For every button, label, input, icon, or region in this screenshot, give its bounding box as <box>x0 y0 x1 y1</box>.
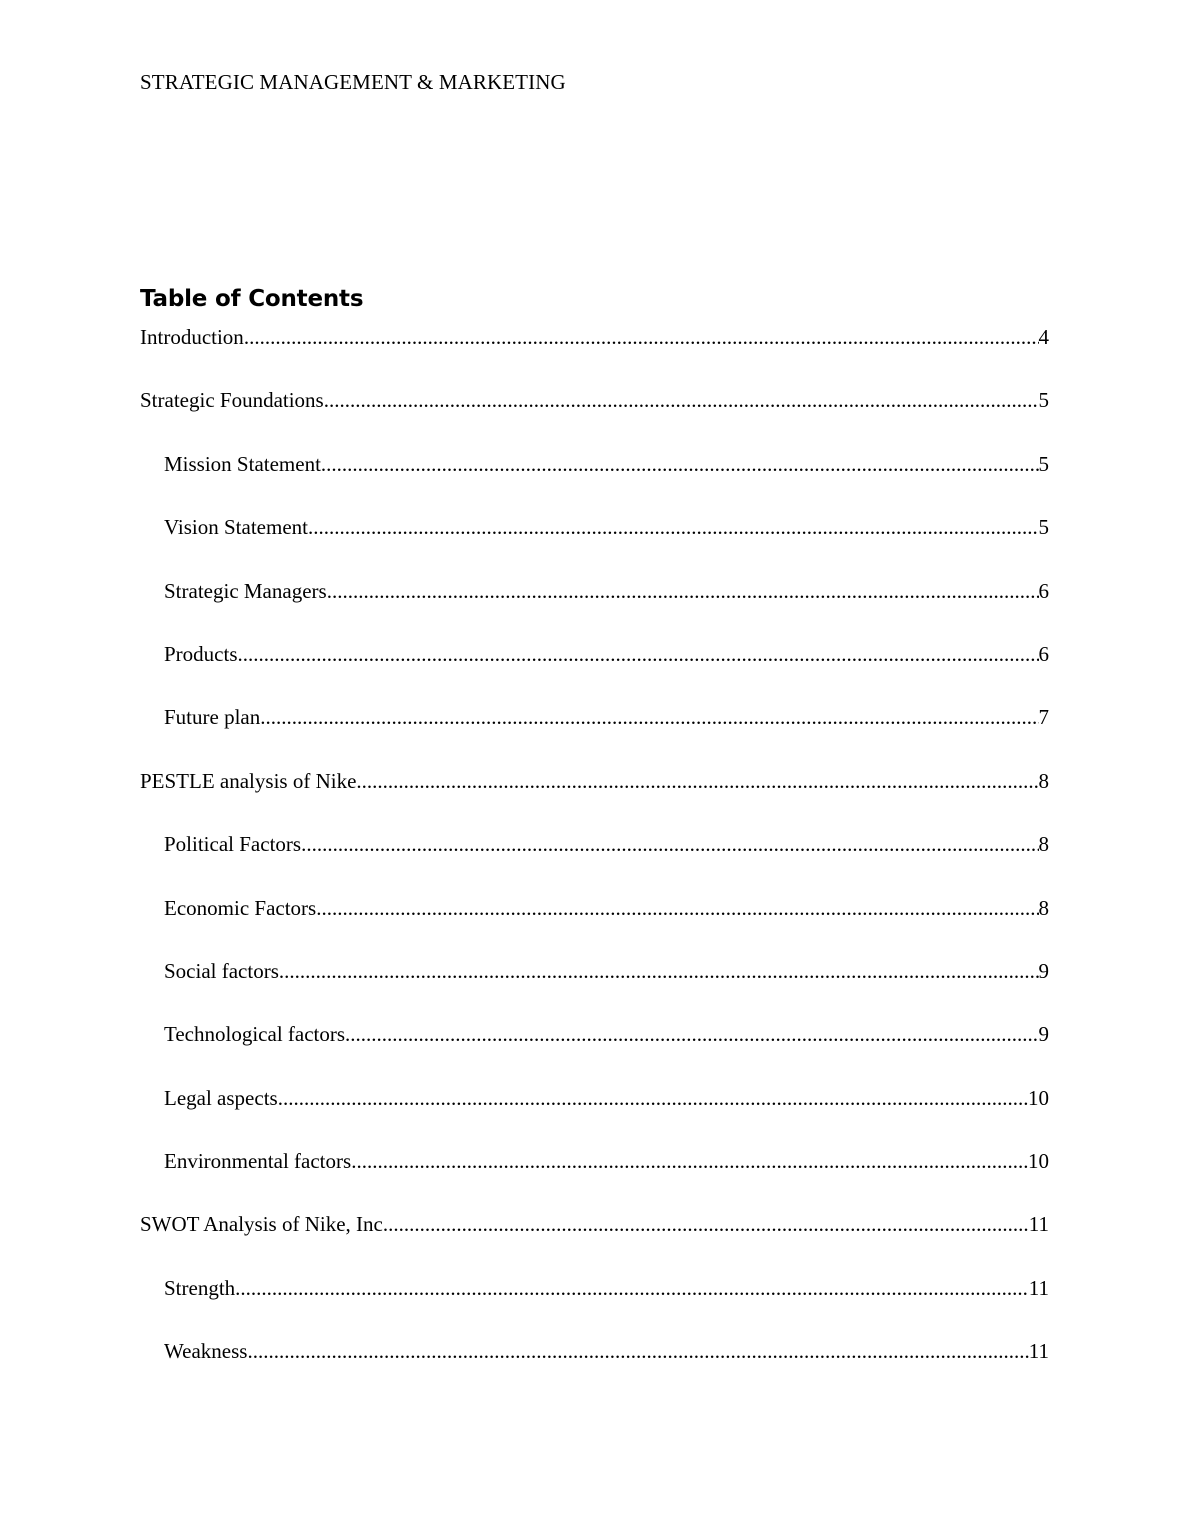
toc-dot-leader <box>383 1209 1029 1239</box>
toc-dot-leader <box>351 1146 1028 1176</box>
toc-entry-economic-factors[interactable] <box>140 893 1049 956</box>
toc-entry-products[interactable] <box>140 639 1049 702</box>
toc-page-number: 10 <box>1028 1085 1049 1110</box>
toc-page-number: 9 <box>1038 958 1049 983</box>
toc-dot-leader <box>324 385 1039 415</box>
toc-dot-leader <box>238 639 1039 669</box>
toc-entry-legal-aspects[interactable] <box>140 1083 1049 1146</box>
toc-dot-leader <box>327 576 1039 606</box>
toc-page-number: 8 <box>1038 832 1049 857</box>
toc-list <box>140 322 1049 1400</box>
toc-page-number: 5 <box>1038 515 1049 540</box>
toc-page-number: 11 <box>1028 1212 1049 1237</box>
toc-entry-pestle-analysis[interactable] <box>140 766 1049 829</box>
toc-page-number: 10 <box>1028 1149 1049 1174</box>
toc-page-number: 11 <box>1028 1275 1049 1300</box>
toc-entry-label: SWOT Analysis of Nike, Inc <box>140 1212 383 1237</box>
toc-entry-label: Introduction <box>140 325 244 349</box>
toc-dot-leader <box>345 1019 1038 1049</box>
toc-entry-label: Future plan <box>164 705 261 730</box>
toc-page-number: 5 <box>1038 451 1049 476</box>
toc-entry-weakness[interactable] <box>140 1336 1049 1399</box>
toc-page-number: 8 <box>1038 768 1049 793</box>
toc-entry-label: Strength <box>164 1275 236 1300</box>
toc-entry-label: Weakness <box>164 1339 248 1364</box>
running-head: STRATEGIC MANAGEMENT & MARKETING <box>140 70 566 94</box>
toc-entry-label: Legal aspects <box>164 1085 278 1110</box>
toc-dot-leader <box>301 829 1038 859</box>
toc-dot-leader <box>244 322 1039 352</box>
toc-page-number: 6 <box>1038 641 1049 666</box>
toc-page-number: 6 <box>1038 578 1049 603</box>
toc-entry-technological-factors[interactable] <box>140 1019 1049 1082</box>
toc-entry-label: Political Factors <box>164 832 302 857</box>
toc-entry-label: Social factors <box>164 958 279 983</box>
toc-dot-leader <box>247 1336 1028 1366</box>
toc-entry-label: Mission Statement <box>164 451 321 476</box>
toc-dot-leader <box>356 766 1038 796</box>
toc-entry-strength[interactable] <box>140 1273 1049 1336</box>
toc-dot-leader <box>279 956 1039 986</box>
toc-entry-strategic-foundations[interactable] <box>140 385 1049 448</box>
toc-page-number: 8 <box>1038 895 1049 920</box>
toc-entry-environmental-factors[interactable] <box>140 1146 1049 1209</box>
toc-dot-leader <box>316 893 1038 923</box>
toc-entry-label: PESTLE analysis of Nike <box>140 768 357 793</box>
toc-page-number: 7 <box>1038 705 1049 730</box>
toc-entry-label: Technological factors <box>164 1022 346 1047</box>
toc-dot-leader <box>321 449 1039 479</box>
toc-dot-leader <box>278 1083 1028 1113</box>
toc-entry-strategic-managers[interactable] <box>140 576 1049 639</box>
toc-page-number: 9 <box>1038 1022 1049 1047</box>
toc-entry-vision-statement[interactable] <box>140 512 1049 575</box>
toc-entry-political-factors[interactable] <box>140 829 1049 892</box>
toc-entry-introduction[interactable] <box>140 322 1049 385</box>
toc-page-number: 5 <box>1038 388 1049 413</box>
toc-entry-label: Economic Factors <box>164 895 317 920</box>
toc-entry-label: Vision Statement <box>164 515 308 540</box>
toc-page-number: 4 <box>1038 325 1049 349</box>
toc-title: Table of Contents <box>140 286 364 312</box>
toc-entry-label: Environmental factors <box>164 1149 352 1174</box>
toc-entry-label: Strategic Managers <box>164 578 327 603</box>
toc-entry-future-plan[interactable] <box>140 702 1049 765</box>
toc-entry-social-factors[interactable] <box>140 956 1049 1019</box>
toc-dot-leader <box>308 512 1039 542</box>
toc-entry-label: Products <box>164 641 238 666</box>
toc-dot-leader <box>260 702 1038 732</box>
toc-page-number: 11 <box>1028 1339 1049 1364</box>
toc-dot-leader <box>235 1273 1029 1303</box>
toc-entry-swot-analysis[interactable] <box>140 1209 1049 1272</box>
toc-entry-label: Strategic Foundations <box>140 388 324 413</box>
toc-entry-mission-statement[interactable] <box>140 449 1049 512</box>
